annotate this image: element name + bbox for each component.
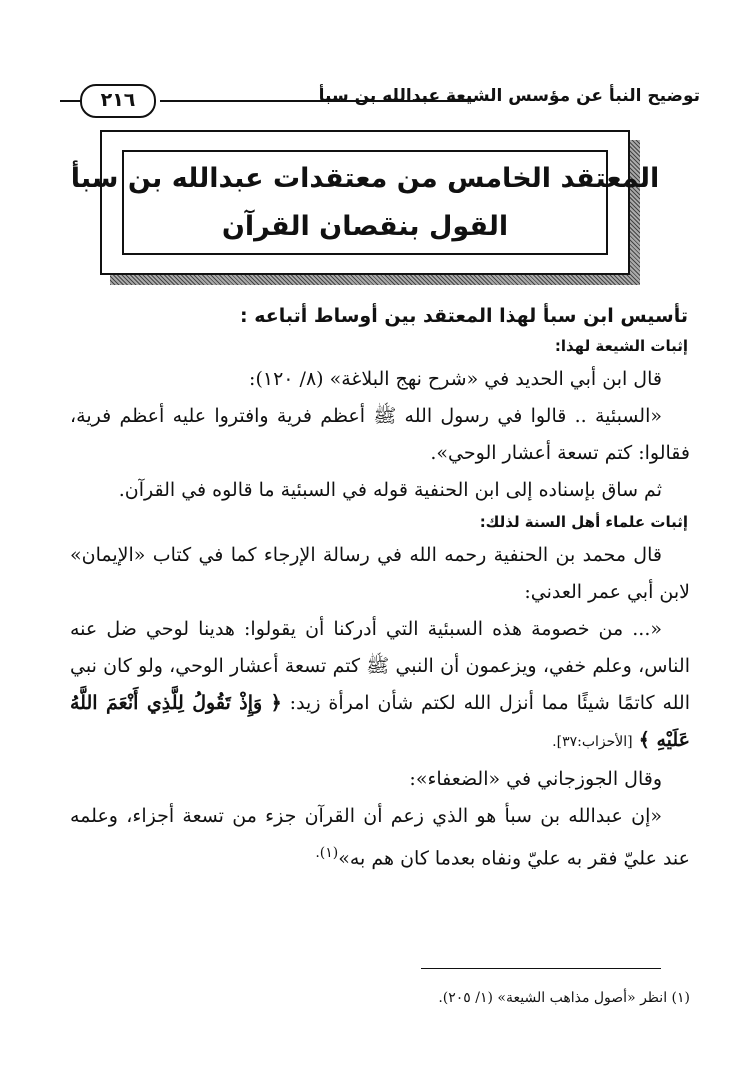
main-content	[70, 305, 690, 877]
paragraph-ibn-abi-hadid: قال ابن أبي الحديد في «شرح نهج البلاغة» (٨/ ١٢٠):	[249, 368, 662, 390]
page-number: ٢١٦	[80, 84, 156, 118]
header-rule-left	[60, 100, 82, 102]
shia-proof-heading: إثبات الشيعة لهذا:	[554, 337, 688, 355]
footnote: (١) انظر «أصول مذاهب الشيعة» (١/ ٢٠٥).	[438, 990, 690, 1006]
verse-reference: [الأحزاب:٣٧].	[552, 734, 633, 750]
running-header	[60, 78, 700, 128]
footnote-rule	[421, 968, 661, 969]
quran-verse: ﴿ وَإِذْ تَقُولُ لِلَّذِي أَنْعَمَ اللَّهُ عَلَيْهِ ﴾	[70, 692, 690, 751]
chapter-subtitle: القول بنقصان القرآن	[221, 210, 509, 242]
paragraph-isnad: ثم ساق بإسناده إلى ابن الحنفية قوله في السبئية ما قالوه في القرآن.	[118, 479, 662, 501]
title-frame	[70, 150, 660, 255]
quote-duafa-text: «إن عبدالله بن سبأ هو الذي زعم أن القرآن جزء من تسعة أجزاء، وعلمه عند عليّ فقر به عليّ ونفاه بعدما كان هم به»	[70, 805, 690, 870]
section-heading: تأسيس ابن سبأ لهذا المعتقد بين أوساط أتباعه :	[240, 305, 688, 327]
paragraph-jawzajani: وقال الجوزجاني في «الضعفاء»:	[409, 768, 662, 790]
title-box	[70, 130, 660, 275]
quote-irja	[70, 611, 690, 761]
header-rule	[160, 100, 475, 102]
quote-sabaiyya: «السبئية .. قالوا في رسول الله ﷺ أعظم فرية وافتروا عليه أعظم فرية، فقالوا: كتم تسعة أعشار الوحي».	[70, 405, 690, 464]
footnote-marker: (١).	[315, 845, 339, 861]
quote-irja-text: «... من خصومة هذه السبئية التي أدركنا أن يقولوا: هدينا لوحي ضل عنه الناس، وعلم خفي، ويزعمون أن النبي ﷺ كتم تسعة أعشار الوحي، ولو كان نبي الله كاتمًا شيئًا مما أنزل الله لكتم شأن امرأة زيد:	[70, 618, 691, 714]
running-title: توضيح النبأ عن مؤسس الشيعة عبدالله بن سبأ	[318, 86, 700, 106]
paragraph-ibn-hanafiyya: قال محمد بن الحنفية رحمه الله في رسالة الإرجاء كما في كتاب «الإيمان» لابن أبي عمر العدني:	[70, 544, 690, 603]
chapter-title: المعتقد الخامس من معتقدات عبدالله بن سبأ	[70, 162, 660, 194]
quote-duafa	[70, 798, 690, 877]
sunni-proof-heading: إثبات علماء أهل السنة لذلك:	[479, 513, 688, 531]
